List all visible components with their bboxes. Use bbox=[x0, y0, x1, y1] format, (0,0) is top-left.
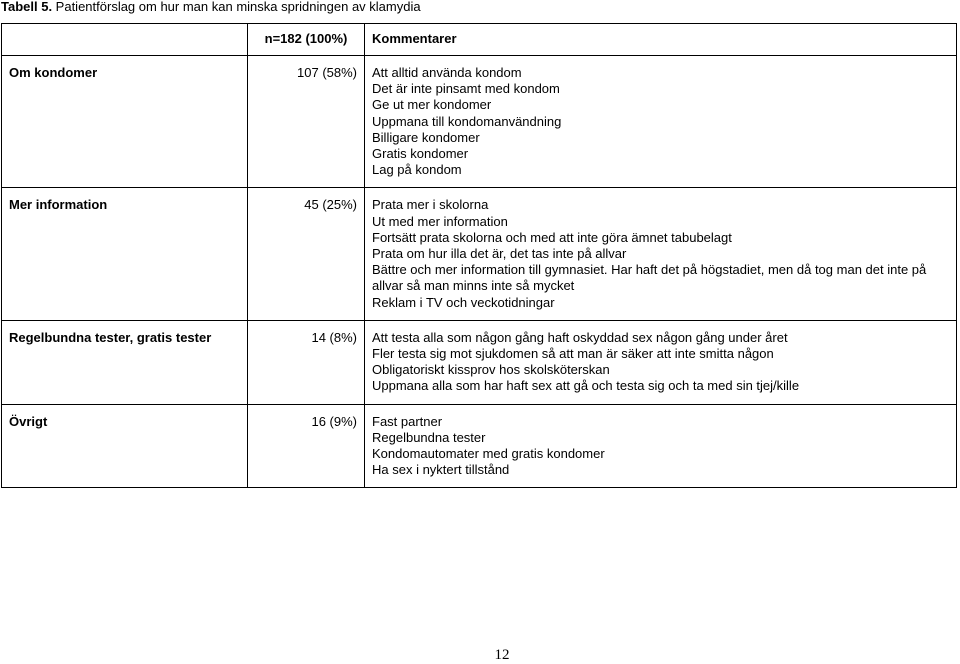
comment-line: Uppmana alla som har haft sex att gå och testa sig och ta med sin tjej/kille bbox=[372, 378, 800, 394]
comment-line: Fast partner bbox=[372, 413, 443, 429]
table-row bbox=[2, 56, 957, 188]
row-comments bbox=[365, 404, 957, 488]
comment-line: Att alltid använda kondom bbox=[372, 65, 522, 80]
header-count: n=182 (100%) bbox=[248, 24, 365, 56]
comment-line: Gratis kondomer bbox=[372, 146, 469, 162]
row-comments bbox=[365, 56, 957, 188]
row-count bbox=[248, 404, 365, 488]
row-count bbox=[248, 56, 365, 188]
row-count bbox=[248, 320, 365, 404]
table-row bbox=[2, 404, 957, 488]
row-count-text: 14 (8%) bbox=[311, 329, 357, 345]
page-number: 12 bbox=[494, 647, 510, 663]
table-header-row bbox=[2, 24, 957, 56]
row-category bbox=[2, 404, 248, 488]
table-row bbox=[2, 188, 957, 320]
table-caption-text: Patientförslag om hur man kan minska spridningen av klamydia bbox=[52, 0, 421, 14]
row-comments bbox=[365, 188, 957, 320]
row-count-text: 16 (9%) bbox=[311, 413, 357, 429]
comment-line: Uppmana till kondomanvändning bbox=[372, 113, 562, 129]
comment-line: Regelbundna tester bbox=[372, 429, 486, 445]
table-row bbox=[2, 320, 957, 404]
row-category-text: Om kondomer bbox=[9, 65, 98, 80]
comment-line: Billigare kondomer bbox=[372, 129, 480, 145]
comment-line: Prata om hur illa det är, det tas inte på allvar bbox=[372, 246, 627, 262]
row-count bbox=[248, 188, 365, 320]
comment-line: Fortsätt prata skolorna och med att inte göra ämnet tabubelagt bbox=[372, 229, 732, 245]
comment-line: Reklam i TV och veckotidningar bbox=[372, 294, 555, 310]
row-category-text: Regelbundna tester, gratis tester bbox=[9, 329, 212, 345]
comment-line: Ge ut mer kondomer bbox=[372, 97, 492, 113]
row-category bbox=[2, 56, 248, 188]
table-caption bbox=[1, 0, 421, 14]
suggestions-table bbox=[1, 23, 957, 488]
comment-line: Kondomautomater med gratis kondomer bbox=[372, 446, 605, 462]
comment-line: Att testa alla som någon gång haft oskyddad sex någon gång under året bbox=[372, 329, 788, 345]
row-count-text: 45 (25%) bbox=[304, 197, 357, 213]
comment-line: Ut med mer information bbox=[372, 213, 508, 229]
header-category bbox=[2, 24, 248, 56]
comment-line: Fler testa sig mot sjukdomen så att man är säker att inte smitta någon bbox=[372, 346, 774, 362]
comment-line: Bättre och mer information till gymnasiet. Har haft det på högstadiet, men då tog man det inte på allvar så man minns inte så mycket bbox=[372, 262, 927, 294]
comment-line: Det är inte pinsamt med kondom bbox=[372, 81, 560, 97]
comment-line: Lag på kondom bbox=[372, 162, 462, 178]
row-category-text: Övrigt bbox=[9, 413, 48, 429]
row-category bbox=[2, 188, 248, 320]
row-category bbox=[2, 320, 248, 404]
row-category-text: Mer information bbox=[9, 197, 108, 213]
row-count-text: 107 (58%) bbox=[297, 65, 357, 80]
comment-line: Prata mer i skolorna bbox=[372, 197, 489, 213]
row-comments bbox=[365, 320, 957, 404]
comment-line: Ha sex i nyktert tillstånd bbox=[372, 462, 510, 478]
table-caption-label: Tabell 5. bbox=[1, 0, 53, 14]
header-comments: Kommentarer bbox=[365, 24, 957, 56]
comment-line: Obligatoriskt kissprov hos skolsköterskan bbox=[372, 362, 610, 378]
